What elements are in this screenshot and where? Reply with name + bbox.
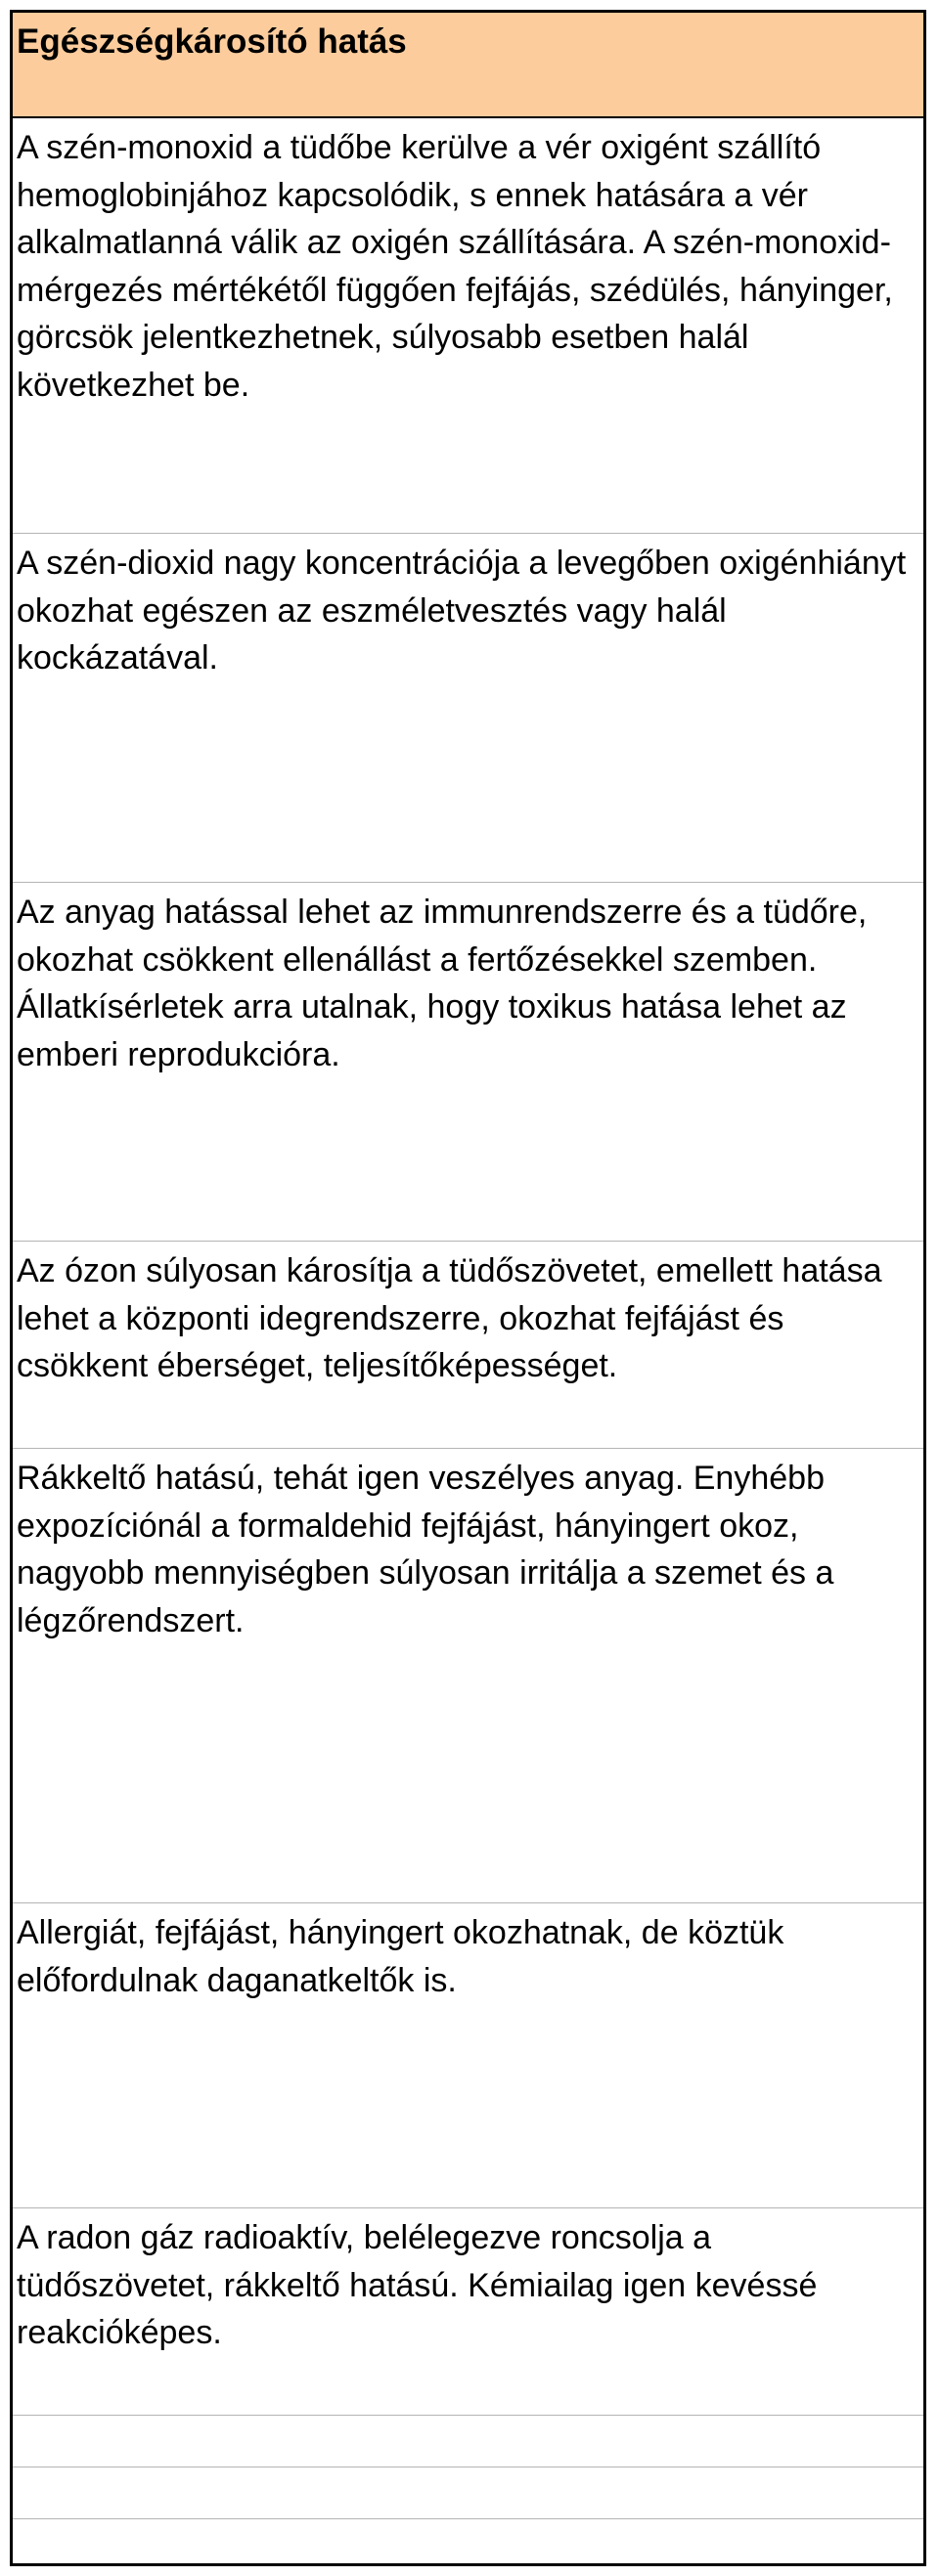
health-effects-table — [10, 10, 926, 2566]
table-row — [13, 2208, 923, 2416]
table-row — [13, 118, 923, 534]
row-text-radon: A radon gáz radioaktív, belélegezve roncsolja a tüdőszövetet, rákkeltő hatású. Kémiailag igen kevéssé reakcióképes. — [17, 2219, 818, 2351]
table-row — [13, 1903, 923, 2208]
empty-row — [13, 2467, 923, 2519]
table-row — [13, 1449, 923, 1903]
table-row — [13, 883, 923, 1242]
empty-row — [13, 2416, 923, 2467]
row-text-ozone: Az ózon súlyosan károsítja a tüdőszövetet, emellett hatása lehet a központi idegrendszerre, okozhat fejfájást és csökkent éberséget, teljesítőképességet. — [17, 1252, 882, 1384]
row-text-formaldehyde: Rákkeltő hatású, tehát igen veszélyes anyag. Enyhébb expozíciónál a formaldehid fejfájást, hányingert okoz, nagyobb mennyiségben súlyosan irritálja a szemet és a légzőrendszert. — [17, 1460, 834, 1639]
row-text-immune-effect: Az anyag hatással lehet az immunrendszerre és a tüdőre, okozhat csökkent ellenállást a fertőzésekkel szemben. Állatkísérletek arra utalnak, hogy toxikus hatása lehet az emberi reprodukcióra. — [17, 894, 868, 1073]
row-text-carbon-monoxide: A szén-monoxid a tüdőbe kerülve a vér oxigént szállító hemoglobinjához kapcsolódik, s ennek hatására a vér alkalmatlanná válik az oxigén szállítására. A szén-monoxid-mérgezés mértékétől függően fejfájás, szédülés, hányinger, görcsök jelentkezhetnek, súlyosabb esetben halál következhet be. — [17, 129, 893, 404]
table-row — [13, 534, 923, 883]
row-text-allergens: Allergiát, fejfájást, hányingert okozhatnak, de köztük előfordulnak daganatkeltők is. — [17, 1914, 784, 1999]
row-text-carbon-dioxide: A szén-dioxid nagy koncentrációja a levegőben oxigénhiányt okozhat egészen az eszméletvesztés vagy halál kockázatával. — [17, 545, 907, 677]
table-row — [13, 1242, 923, 1449]
header-title: Egészségkárosító hatás — [17, 22, 407, 61]
table-header — [13, 13, 923, 118]
